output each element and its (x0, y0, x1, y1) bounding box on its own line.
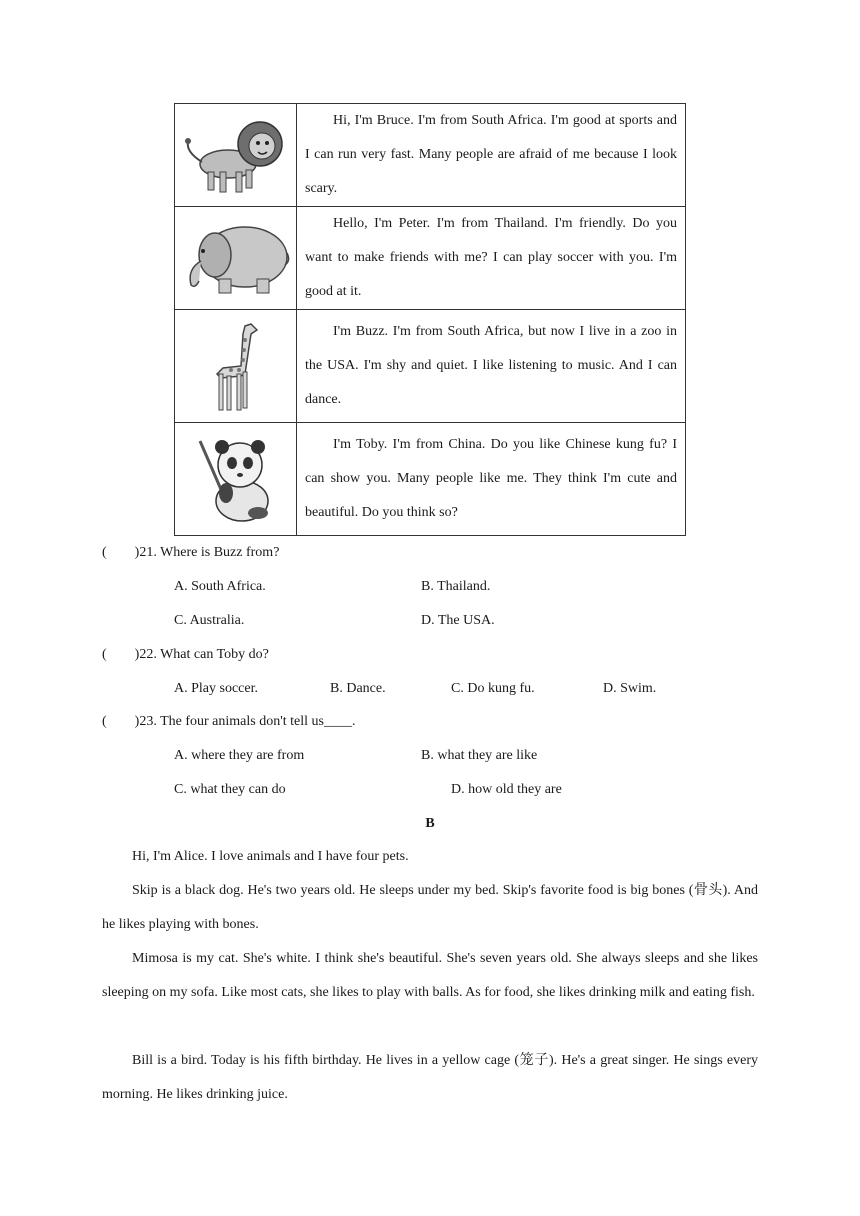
option-23-b: B. what they are like (421, 748, 538, 763)
giraffe-icon (201, 316, 271, 416)
table-row (175, 104, 686, 207)
option-21-c: C. Australia. (174, 613, 245, 628)
option-21-b: B. Thailand. (421, 579, 491, 594)
question-23: ( )23. The four animals don't tell us____. (102, 714, 356, 729)
option-23-a: A. where they are from (174, 748, 305, 763)
option-22-c: C. Do kung fu. (451, 681, 535, 696)
question-22: ( )22. What can Toby do? (102, 647, 269, 662)
animal-intro-text: Hello, I'm Peter. I'm from Thailand. I'm friendly. Do you want to make friends with me? I can play soccer with you. I'm good at it. (297, 207, 686, 310)
passage-b-paragraph: Mimosa is my cat. She's white. I think she's beautiful. She's seven years old. She always sleeps and she likes sleeping on my sofa. Like most cats, she likes to play with balls. As for food, she likes drinking milk and eating fish. (102, 951, 758, 1000)
animal-picture-cell (175, 207, 297, 310)
animal-intro-table (174, 103, 686, 536)
option-21-d: D. The USA. (421, 613, 495, 628)
option-23-d: D. how old they are (451, 782, 562, 797)
animal-intro-text: I'm Toby. I'm from China. Do you like Chinese kung fu? I can show you. Many people like me. They think I'm cute and beautiful. Do you think so? (297, 423, 686, 536)
lion-icon (180, 112, 292, 198)
option-23-c: C. what they can do (174, 782, 286, 797)
elephant-icon (179, 217, 293, 299)
passage-b-paragraph: Skip is a black dog. He's two years old. He sleeps under my bed. Skip's favorite food is big bones (骨头). And he likes playing with bones. (102, 883, 758, 932)
option-21-a: A. South Africa. (174, 579, 266, 594)
option-22-a: A. Play soccer. (174, 681, 258, 696)
animal-picture-cell (175, 423, 297, 536)
table-row (175, 207, 686, 310)
animal-intro-text: Hi, I'm Bruce. I'm from South Africa. I'm good at sports and I can run very fast. Many people are afraid of me because I look scary. (297, 104, 686, 207)
passage-b-paragraph: Hi, I'm Alice. I love animals and I have four pets. (132, 849, 409, 864)
animal-picture-cell (175, 310, 297, 423)
question-21: ( )21. Where is Buzz from? (102, 545, 280, 560)
panda-icon (186, 431, 286, 527)
table-row (175, 310, 686, 423)
section-b-heading: B (425, 816, 435, 831)
option-22-b: B. Dance. (330, 681, 386, 696)
animal-picture-cell (175, 104, 297, 207)
passage-b-paragraph: Bill is a bird. Today is his fifth birthday. He lives in a yellow cage (笼子). He's a great singer. He sings every morning. He likes drinking juice. (102, 1053, 758, 1102)
animal-intro-text: I'm Buzz. I'm from South Africa, but now I live in a zoo in the USA. I'm shy and quiet. I like listening to music. And I can dance. (297, 310, 686, 423)
option-22-d: D. Swim. (603, 681, 657, 696)
table-row (175, 423, 686, 536)
